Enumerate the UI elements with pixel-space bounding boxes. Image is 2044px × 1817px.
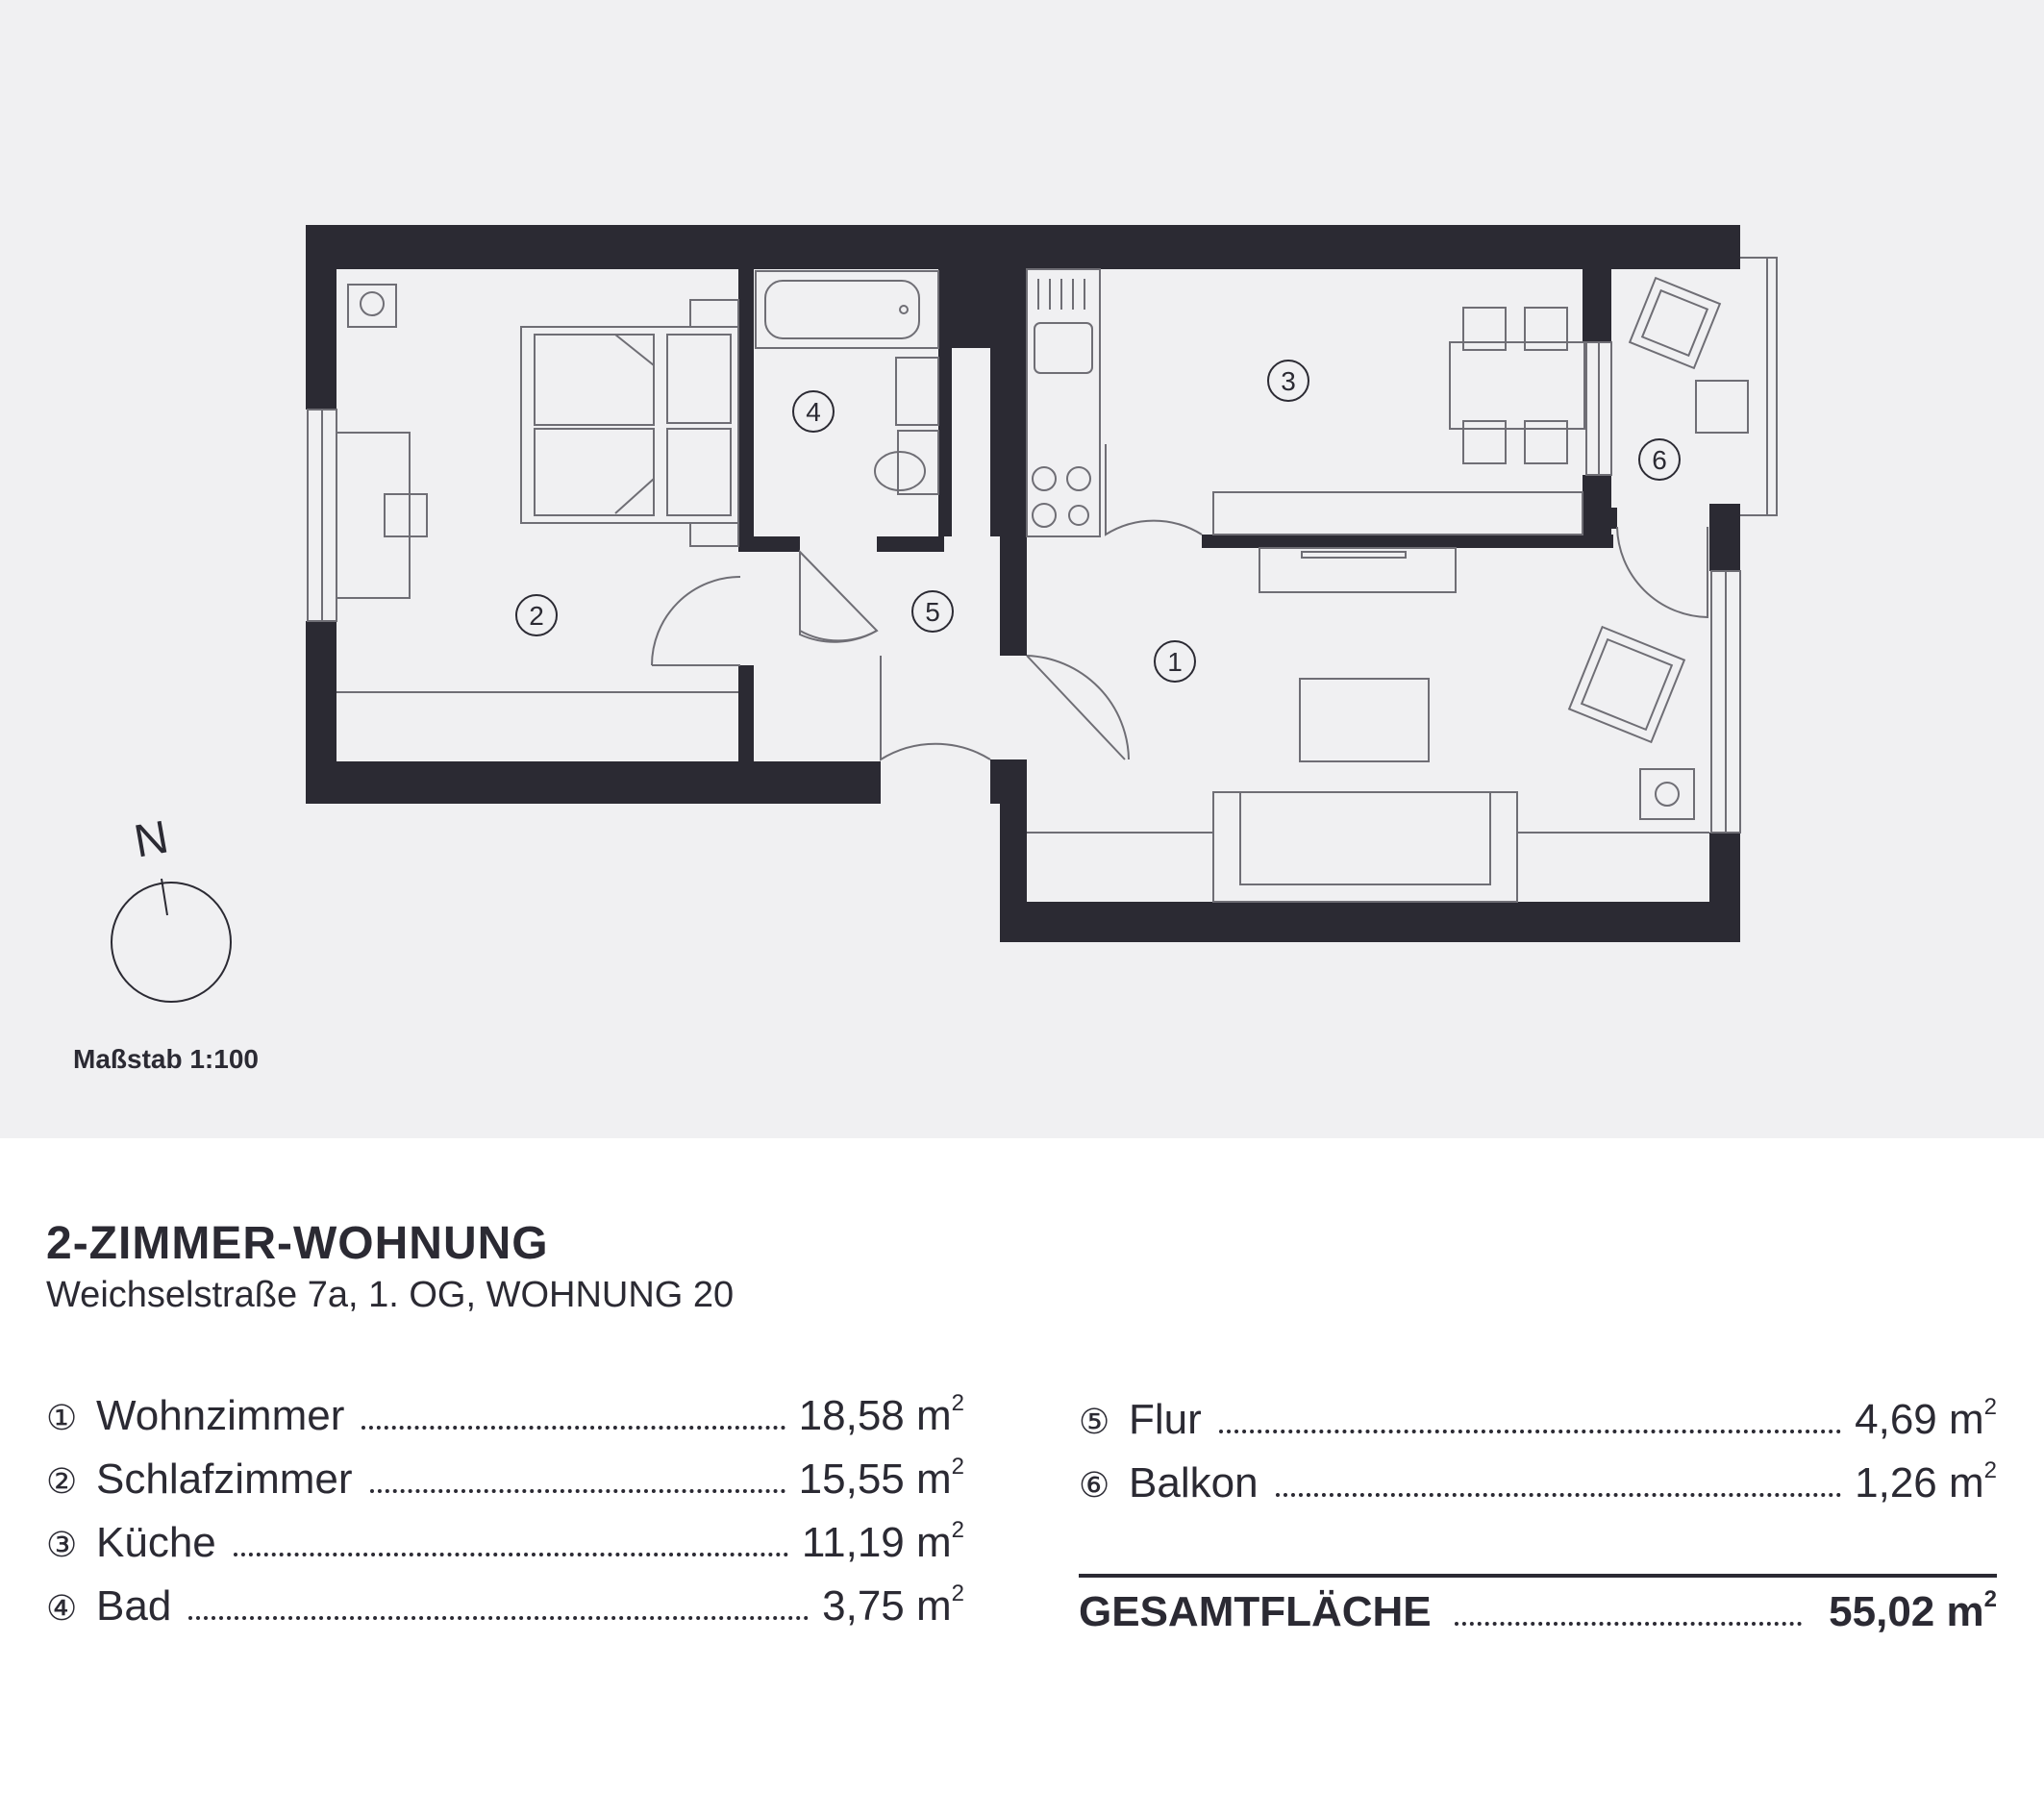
wall-left-upper [306,225,337,410]
room-marker-6 [1639,439,1680,480]
scale-label: Maßstab 1:100 [73,1044,259,1074]
svg-text:6: 6 [1652,445,1667,475]
room-row [1079,1459,1997,1523]
room-name: Wohnzimmer [96,1392,345,1439]
room-marker-2 [516,595,557,635]
wall-right-lower [1709,833,1740,942]
address-subtitle: Weichselstraße 7a, 1. OG, WOHNUNG 20 [46,1275,735,1315]
room-name: Küche [96,1519,216,1566]
room-marker-1 [1155,641,1195,682]
total-divider [1079,1574,1997,1578]
room-marker-4 [793,391,834,432]
room-number: ① [46,1398,78,1437]
compass-north-label: N [130,811,173,868]
wall-balcony-bottom [1583,475,1611,538]
wall-right-upper [1709,504,1740,571]
wall-stub [1611,508,1617,529]
leader-dots [188,1616,809,1620]
room-number: ③ [46,1525,78,1564]
room-markers [516,361,1680,682]
wall-bedroom-right-upper [738,267,754,538]
svg-text:3: 3 [1281,366,1296,396]
wall-kitchen-left [1000,267,1027,536]
wall-bath-bottom-right [877,536,944,552]
room-name: Flur [1129,1396,1202,1443]
wall-top [306,225,1740,269]
shaft-top [938,267,1004,348]
room-area: 18,58 $m^2$ [798,1390,964,1439]
room-number: ⑤ [1079,1402,1110,1441]
room-marker-5 [912,591,953,632]
leader-dots [1455,1622,1803,1626]
svg-text:4: 4 [806,397,821,427]
room-number: ② [46,1461,78,1501]
wall-bottom-left [306,761,881,804]
wall-living-left-stub [990,759,1027,804]
room-list-left [46,1392,964,1646]
room-row [46,1456,964,1519]
shaft-left [938,346,952,536]
room-name: Bad [96,1582,172,1630]
room-row [46,1392,964,1456]
leader-dots [234,1553,788,1556]
wall-kitchen-bottom [1202,535,1613,548]
living-furniture [1027,278,1748,902]
compass-icon [112,879,231,1002]
room-row [46,1582,964,1646]
wall-hall-living [1000,536,1027,656]
total-row [1079,1588,1997,1652]
total-area: 55,02 $m^2$ [1829,1586,1997,1635]
page-title: 2-ZIMMER-WOHNUNG [46,1218,549,1269]
room-number: ⑥ [1079,1465,1110,1505]
leader-dots [1219,1430,1841,1433]
total-label: GESAMTFLÄCHE [1079,1588,1432,1635]
room-area: 3,75 $m^2$ [822,1581,964,1630]
leader-dots [361,1426,785,1430]
kitchen-fixtures [1027,269,1584,536]
bedroom-furniture [337,285,738,692]
svg-text:1: 1 [1167,647,1183,677]
room-area: 1,26 $m^2$ [1855,1457,1997,1506]
room-area: 15,55 $m^2$ [798,1454,964,1503]
room-number: ④ [46,1588,78,1628]
room-list-right [1079,1396,1997,1523]
wall-balcony-top [1583,267,1611,342]
room-area: 4,69 $m^2$ [1855,1394,1997,1443]
room-row [46,1519,964,1582]
room-area: 11,19 $m^2$ [801,1517,964,1566]
leader-dots [370,1489,785,1493]
balcony-outline [1740,258,1777,515]
room-marker-3 [1268,361,1309,401]
room-name: Balkon [1129,1459,1259,1506]
room-row [1079,1396,1997,1459]
wall-bath-bottom-left [738,536,800,552]
svg-text:5: 5 [925,597,940,627]
bath-fixtures [756,271,938,494]
room-name: Schlafzimmer [96,1456,353,1503]
svg-text:2: 2 [529,601,544,631]
leader-dots [1276,1493,1842,1497]
wall-bedroom-right-lower [738,665,754,763]
wall-bottom-right [1000,902,1740,942]
